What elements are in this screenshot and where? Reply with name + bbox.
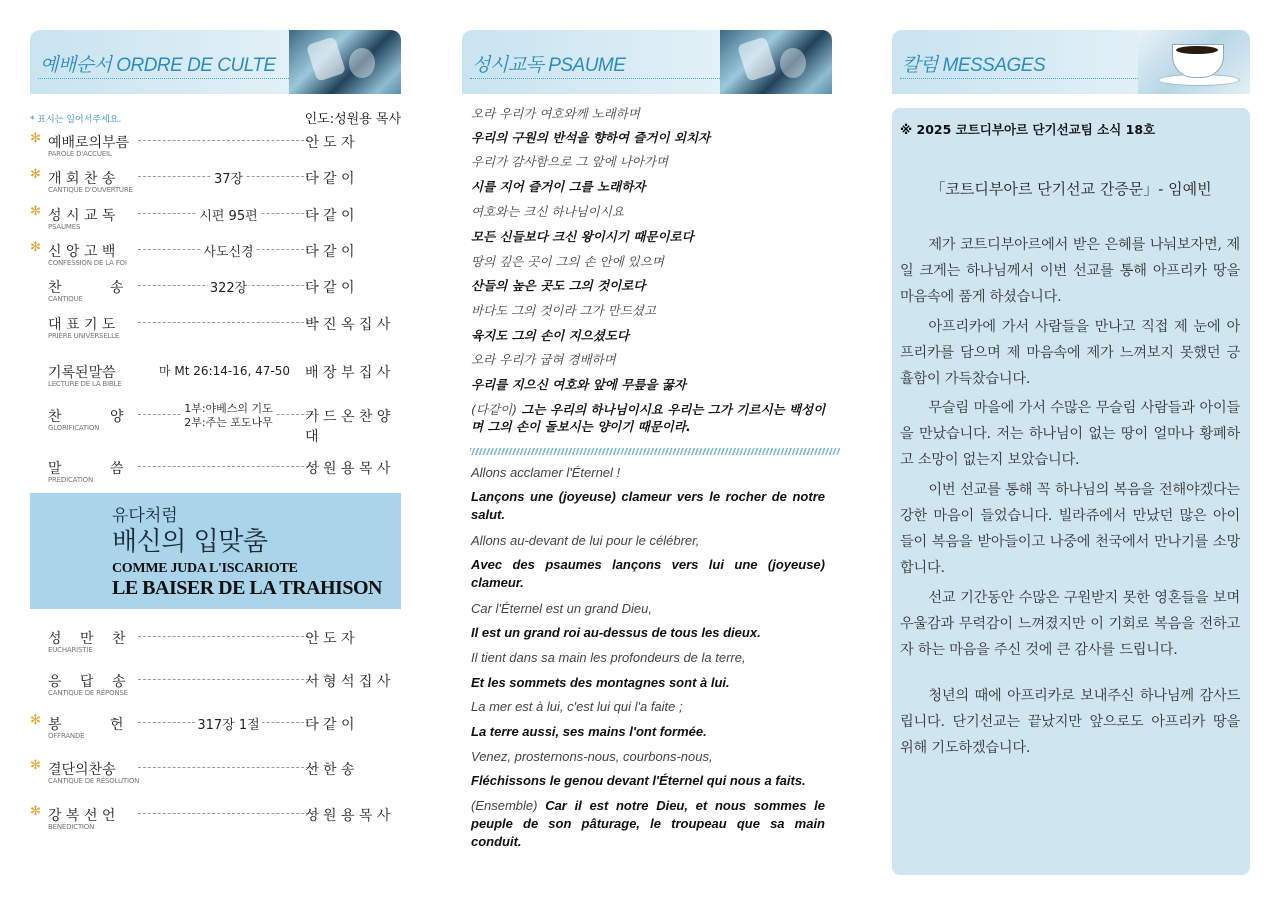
- psalm-fr-line: Il est un grand roi au-dessus de tous les dieux.: [471, 625, 761, 640]
- order-item-person: 성 원 용 목 사: [305, 808, 391, 824]
- order-header-title: 예배순서 ORDRE DE CULTE: [40, 55, 276, 76]
- message-paragraph: 아프리카에 가서 사람들을 만나고 직접 제 눈에 아프리카를 담으며 제 마음속에 제가 느껴보지 못했던 긍휼함이 가득찼습니다.: [900, 319, 1240, 387]
- psalm-ko-line: 땅의 깊은 곳이 그의 손 안에 있으며: [471, 254, 664, 269]
- psalm-ko-line: 우리를 지으신 여호와 앞에 무릎을 꿇자: [471, 377, 686, 392]
- psalm-fr-line: Car l'Éternel est un grand Dieu,: [471, 601, 652, 616]
- order-item-hymn: [30, 277, 401, 309]
- unison-label: (Ensemble): [471, 798, 538, 813]
- psalm-ko-line: 산들의 높은 곳도 그의 것이로다: [471, 278, 646, 293]
- messages-header: [892, 30, 1250, 94]
- order-item-person: 배 장 부 집 사: [305, 365, 391, 381]
- psalm-ko-line: 우리의 구원의 반석을 향하여 즐거이 외치자: [471, 130, 711, 145]
- order-item-title: 봉 헌: [48, 717, 124, 733]
- order-item-person: 다 같 이: [305, 717, 355, 733]
- order-item-detail: 317장 1절: [197, 718, 260, 733]
- sermon-title-french2: LE BAISER DE LA TRAHISON: [112, 577, 382, 599]
- order-item-title: 대 표 기 도: [48, 317, 116, 333]
- order-item-title: 강 복 선 언: [48, 808, 116, 824]
- standing-note: * 표시는 일어서주세요.: [30, 115, 122, 125]
- stand-marker-icon: ✻: [30, 713, 41, 728]
- order-item-person: 다 같 이: [305, 208, 355, 224]
- coffee-cup-image: [1138, 30, 1250, 94]
- order-item-person: 박 진 옥 집 사: [305, 317, 391, 333]
- psalm-header: [462, 30, 832, 94]
- order-item-french: CANTIQUE D'OUVERTURE: [48, 186, 133, 194]
- psalm-column: [462, 30, 832, 94]
- messages-column: [892, 30, 1250, 94]
- unison-label: (다같이): [471, 402, 517, 417]
- order-item-title: 기록된말씀: [48, 365, 116, 381]
- order-column: [30, 30, 401, 94]
- message-heading: ※ 2025 코트디부아르 단기선교팀 소식 18호: [900, 122, 1156, 137]
- header-decoration-image: [720, 30, 832, 94]
- order-item-title: 찬 송: [48, 280, 124, 296]
- stand-marker-icon: ✻: [30, 204, 41, 219]
- order-item-offering: [30, 714, 401, 746]
- service-leader: 인도:성원용 목사: [304, 112, 401, 127]
- psalm-ko-line: 오라 우리가 여호와께 노래하며: [471, 106, 640, 121]
- psalm-ko-line: 모든 신들보다 크신 왕이시기 때문이로다: [471, 229, 694, 244]
- message-box: [892, 108, 1250, 875]
- psalm-header-title: 성시교독 PSAUME: [472, 55, 626, 76]
- order-item-french: BÉNÉDICTION: [48, 823, 95, 831]
- order-item-french: CANTIQUE DE RÉSOLUTION: [48, 777, 140, 785]
- choir-song-part2: 2부:주는 포도나무: [184, 416, 273, 429]
- psalm-fr-line: Et les sommets des montagnes sont à lui.: [471, 675, 730, 690]
- psalm-fr-line: Allons acclamer l'Éternel !: [471, 465, 621, 480]
- stand-marker-icon: ✻: [30, 758, 41, 773]
- unison-text: Car il est notre Dieu, et nous sommes le peuple de son pâturage, le troupeau que sa main conduit.: [471, 798, 825, 849]
- order-item-person: 서 형 석 집 사: [305, 674, 391, 690]
- order-item-title: 말 씀: [48, 461, 124, 477]
- order-item-detail: 마 Mt 26:14-16, 47-50: [159, 364, 290, 378]
- order-item-benediction: [30, 805, 401, 837]
- psalm-fr-line: Venez, prosternons-nous, courbons-nous,: [471, 749, 713, 764]
- choir-song-part1: 1부:야베스의 기도: [184, 402, 273, 415]
- order-item-french: GLORIFICATION: [48, 424, 100, 432]
- order-item-french: PSAUMES: [48, 223, 81, 231]
- leader-dots: [138, 813, 319, 814]
- order-item-person: 기 드 온 찬 양 대: [305, 409, 391, 445]
- order-item-creed: [30, 241, 401, 273]
- order-item-detail: 시편 95편: [199, 209, 258, 224]
- order-item-bible-reading: [30, 362, 401, 394]
- psalm-fr-line: La mer est à lui, c'est lui qui l'a faite ;: [471, 699, 683, 714]
- section-divider: [470, 448, 840, 455]
- order-item-french: LECTURE DE LA BIBLE: [48, 380, 122, 388]
- message-title: 「코트디부아르 단기선교 간증문」- 임예빈: [930, 180, 1212, 198]
- order-item-title: 찬 양: [48, 409, 124, 425]
- leader-dots: [138, 636, 319, 637]
- order-item-person: 성 원 용 목 사: [305, 461, 391, 477]
- message-paragraph: 청년의 때에 아프리카로 보내주신 하나님께 감사드립니다. 단기선교는 끝났지만 앞으로도 아프리카 땅을 위해 기도하겠습니다.: [900, 688, 1240, 756]
- psalm-ko-line: 여호와는 크신 하나님이시요: [471, 204, 624, 219]
- order-item-title: 성 시 교 독: [48, 208, 116, 224]
- psalm-fr-line: Il tient dans sa main les profondeurs de la terre,: [471, 650, 746, 665]
- psalm-ko-line: 오라 우리가 굽혀 경배하며: [471, 352, 616, 367]
- order-item-french: CANTIQUE: [48, 295, 83, 303]
- order-item-title: 예배로의부름: [48, 135, 130, 151]
- psalm-ko-line: 우리가 감사함으로 그 앞에 나아가며: [471, 154, 669, 169]
- order-item-glorification: [30, 402, 401, 445]
- order-item-prayer: [30, 314, 401, 346]
- message-paragraph: 선교 기간동안 수많은 구원받지 못한 영혼들을 보며 우울감과 무력감이 느껴졌지만 이 기회로 복음을 전하고자 하는 마음을 주신 것에 큰 감사를 드립니다.: [900, 590, 1240, 658]
- leader-dots: [138, 466, 319, 467]
- order-item-call-to-worship: [30, 132, 401, 164]
- message-paragraph: 이번 선교를 통해 꼭 하나님의 복음을 전해야겠다는 강한 마음이 들었습니다. 빌라쥬에서 만났던 많은 아이들이 복음을 받아들이고 나중에 천국에서 만나기를 소망합니다.: [900, 482, 1240, 576]
- psalm-fr-line: Allons au-devant de lui pour le célébrer,: [471, 533, 700, 548]
- psalm-ko-line: 바다도 그의 것이라 그가 만드셨고: [471, 303, 656, 318]
- order-item-title: 신 앙 고 백: [48, 244, 116, 260]
- order-item-person: 인 도 자: [305, 135, 355, 151]
- order-item-psalm-reading: [30, 205, 401, 237]
- psalm-fr-line: La terre aussi, ses mains l'ont formée.: [471, 724, 707, 739]
- order-item-person: 선 한 송: [305, 762, 355, 778]
- order-item-person: 다 같 이: [305, 244, 355, 260]
- sermon-title-box: [30, 493, 401, 609]
- order-note-row: [30, 108, 401, 126]
- order-item-title: 성 만 찬: [48, 631, 126, 647]
- order-item-response-song: [30, 671, 401, 703]
- leader-dots: [138, 322, 319, 323]
- order-item-french: PAROLE D'ACCUEIL: [48, 150, 112, 158]
- sermon-title-french1: COMME JUDA L'ISCARIOTE: [112, 561, 298, 576]
- order-item-french: PRIÈRE UNIVERSELLE: [48, 332, 120, 340]
- stand-marker-icon: ✻: [30, 167, 41, 182]
- unison-text: 그는 우리의 하나님이시요 우리는 그가 기르시는 백성이며 그의 손이 돌보시는 양이기 때문이라.: [471, 402, 826, 434]
- order-header: [30, 30, 401, 94]
- order-item-opening-hymn: [30, 168, 401, 200]
- order-item-french: EUCHARISTIE: [48, 646, 93, 654]
- sermon-title-line1: 유다처럼: [112, 506, 178, 526]
- order-item-detail: 322장: [209, 281, 248, 296]
- leader-dots: [138, 767, 319, 768]
- sermon-title-line2: 배신의 입맞춤: [112, 527, 268, 557]
- psalm-ko-unison: [471, 401, 827, 435]
- psalm-ko-line: 시를 지어 즐거이 그를 노래하자: [471, 179, 646, 194]
- order-item-detail: 사도신경: [203, 245, 254, 260]
- psalm-fr-line: Avec des psaumes lançons vers lui une (joyeuse) clameur.: [471, 557, 825, 590]
- header-decoration-image: [289, 30, 401, 94]
- psalm-fr-line: Lançons une (joyeuse) clameur vers le rocher de notre salut.: [471, 489, 825, 522]
- order-item-resolution-hymn: [30, 759, 401, 791]
- stand-marker-icon: ✻: [30, 804, 41, 819]
- messages-header-title: 칼럼 MESSAGES: [902, 55, 1046, 76]
- order-item-title: 개 회 찬 송: [48, 171, 116, 187]
- order-item-title: 응 답 송: [48, 674, 126, 690]
- order-item-detail: 37장: [213, 172, 244, 187]
- order-item-person: 다 같 이: [305, 280, 355, 296]
- stand-marker-icon: ✻: [30, 240, 41, 255]
- leader-dots: [138, 679, 319, 680]
- psalm-fr-unison: [471, 797, 825, 851]
- order-item-french: CANTIQUE DE RÉPONSE: [48, 689, 128, 697]
- order-item-french: CONFESSION DE LA FOI: [48, 259, 127, 267]
- stand-marker-icon: ✻: [30, 131, 41, 146]
- message-paragraph: 무슬림 마을에 가서 수많은 무슬림 사람들과 아이들을 만났습니다. 저는 하나님이 없는 땅이 얼마나 황폐하고 소망이 없는지 보았습니다.: [900, 400, 1240, 468]
- order-item-person: 인 도 자: [305, 631, 355, 647]
- order-item-eucharist: [30, 628, 401, 660]
- psalm-ko-line: 육지도 그의 손이 지으셨도다: [471, 328, 629, 343]
- psalm-fr-line: Fléchissons le genou devant l'Éternel qui nous a faits.: [471, 773, 806, 788]
- order-item-detail: [138, 402, 319, 430]
- order-item-person: 다 같 이: [305, 171, 355, 187]
- order-item-sermon: [30, 458, 401, 490]
- leader-dots: [138, 140, 319, 141]
- order-item-french: OFFRANDE: [48, 732, 85, 740]
- message-paragraph: 제가 코트디부아르에서 받은 은혜를 나눠보자면, 제일 크게는 하나님께서 이번 선교를 통해 아프리카 땅을 마음속에 품게 하셨습니다.: [900, 237, 1240, 305]
- order-item-french: PRÉDICATION: [48, 476, 93, 484]
- order-item-title: 결단의찬송: [48, 762, 116, 778]
